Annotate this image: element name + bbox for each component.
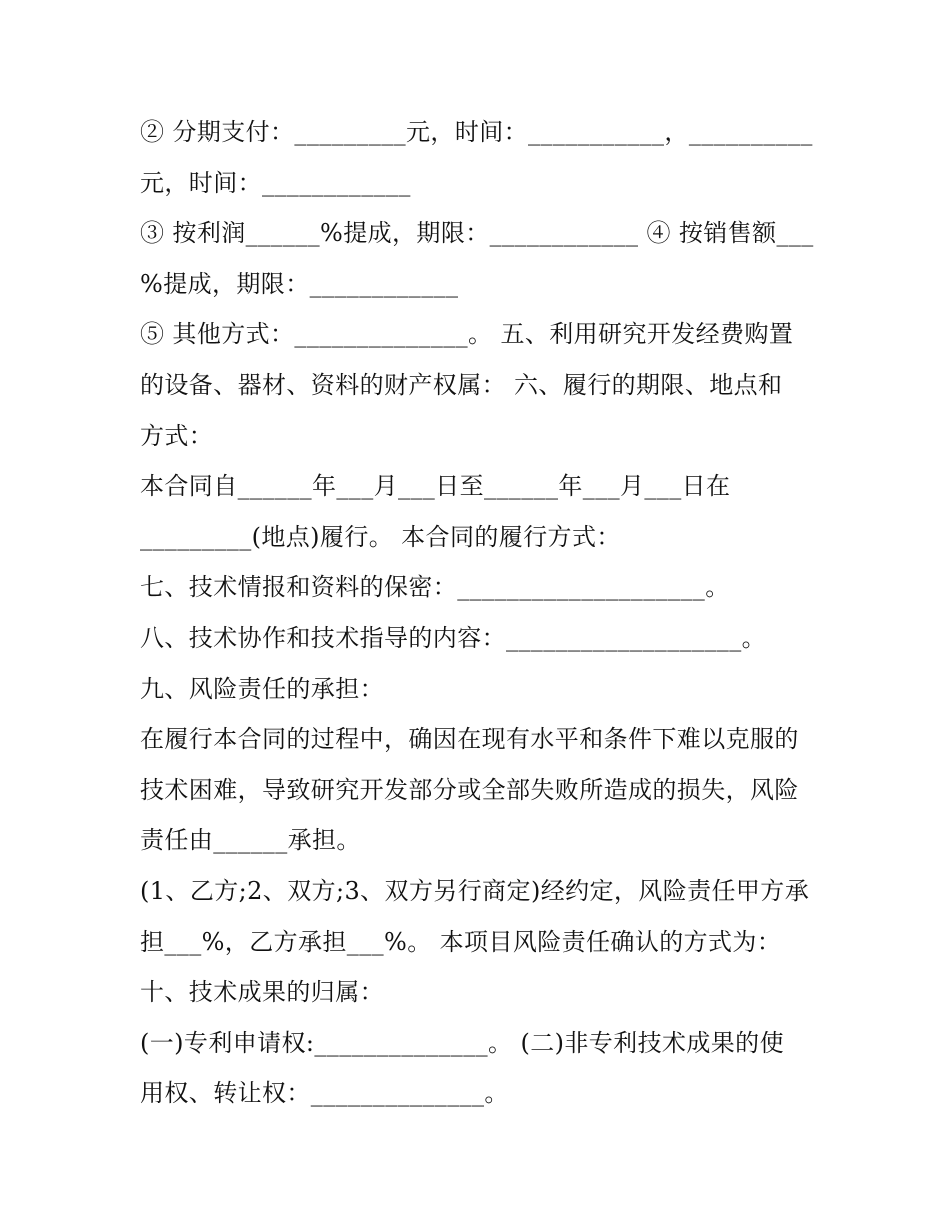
section-eight: 八、技术协作和技术指导的内容：___________________。: [140, 623, 766, 652]
text-line: 担___%，乙方承担___%。 本项目风险责任确认的方式为：: [140, 927, 782, 956]
text-line: _________(地点)履行。 本合同的履行方式：: [140, 522, 621, 551]
section-ten-heading: 十、技术成果的归属：: [140, 978, 384, 1007]
text-line: 的设备、器材、资料的财产权属： 六、履行的期限、地点和: [140, 370, 783, 399]
text-line: 方式：: [140, 421, 214, 450]
text-line: ⑤ 其他方式：______________。 五、利用研究开发经费购置: [140, 320, 794, 349]
text-line: (一)专利申请权:______________。 (二)非专利技术成果的使: [140, 1028, 784, 1057]
text-line: 用权、转让权：______________。: [140, 1079, 509, 1108]
text-line: 在履行本合同的过程中，确因在现有水平和条件下难以克服的: [140, 725, 799, 754]
document-body: [140, 107, 820, 1119]
text-line: %提成，期限：____________: [140, 269, 459, 298]
text-line: ③ 按利润______%提成，期限：____________ ④ 按销售额___: [140, 219, 814, 248]
section-nine-heading: 九、风险责任的承担：: [140, 674, 384, 703]
text-line: 元，时间：____________: [140, 168, 411, 197]
text-line: (1、乙方;2、双方;3、双方另行商定)经约定，风险责任甲方承: [140, 876, 810, 905]
section-seven: 七、技术情报和资料的保密：____________________。: [140, 573, 730, 602]
text-line: 本合同自______年___月___日至______年___月___日在: [140, 472, 731, 501]
text-line: 责任由______承担。: [140, 826, 361, 855]
text-line: 技术困难，导致研究开发部分或全部失败所造成的损失，风险: [140, 775, 799, 804]
text-line: ② 分期支付：_________元，时间：___________，__________: [140, 118, 813, 146]
